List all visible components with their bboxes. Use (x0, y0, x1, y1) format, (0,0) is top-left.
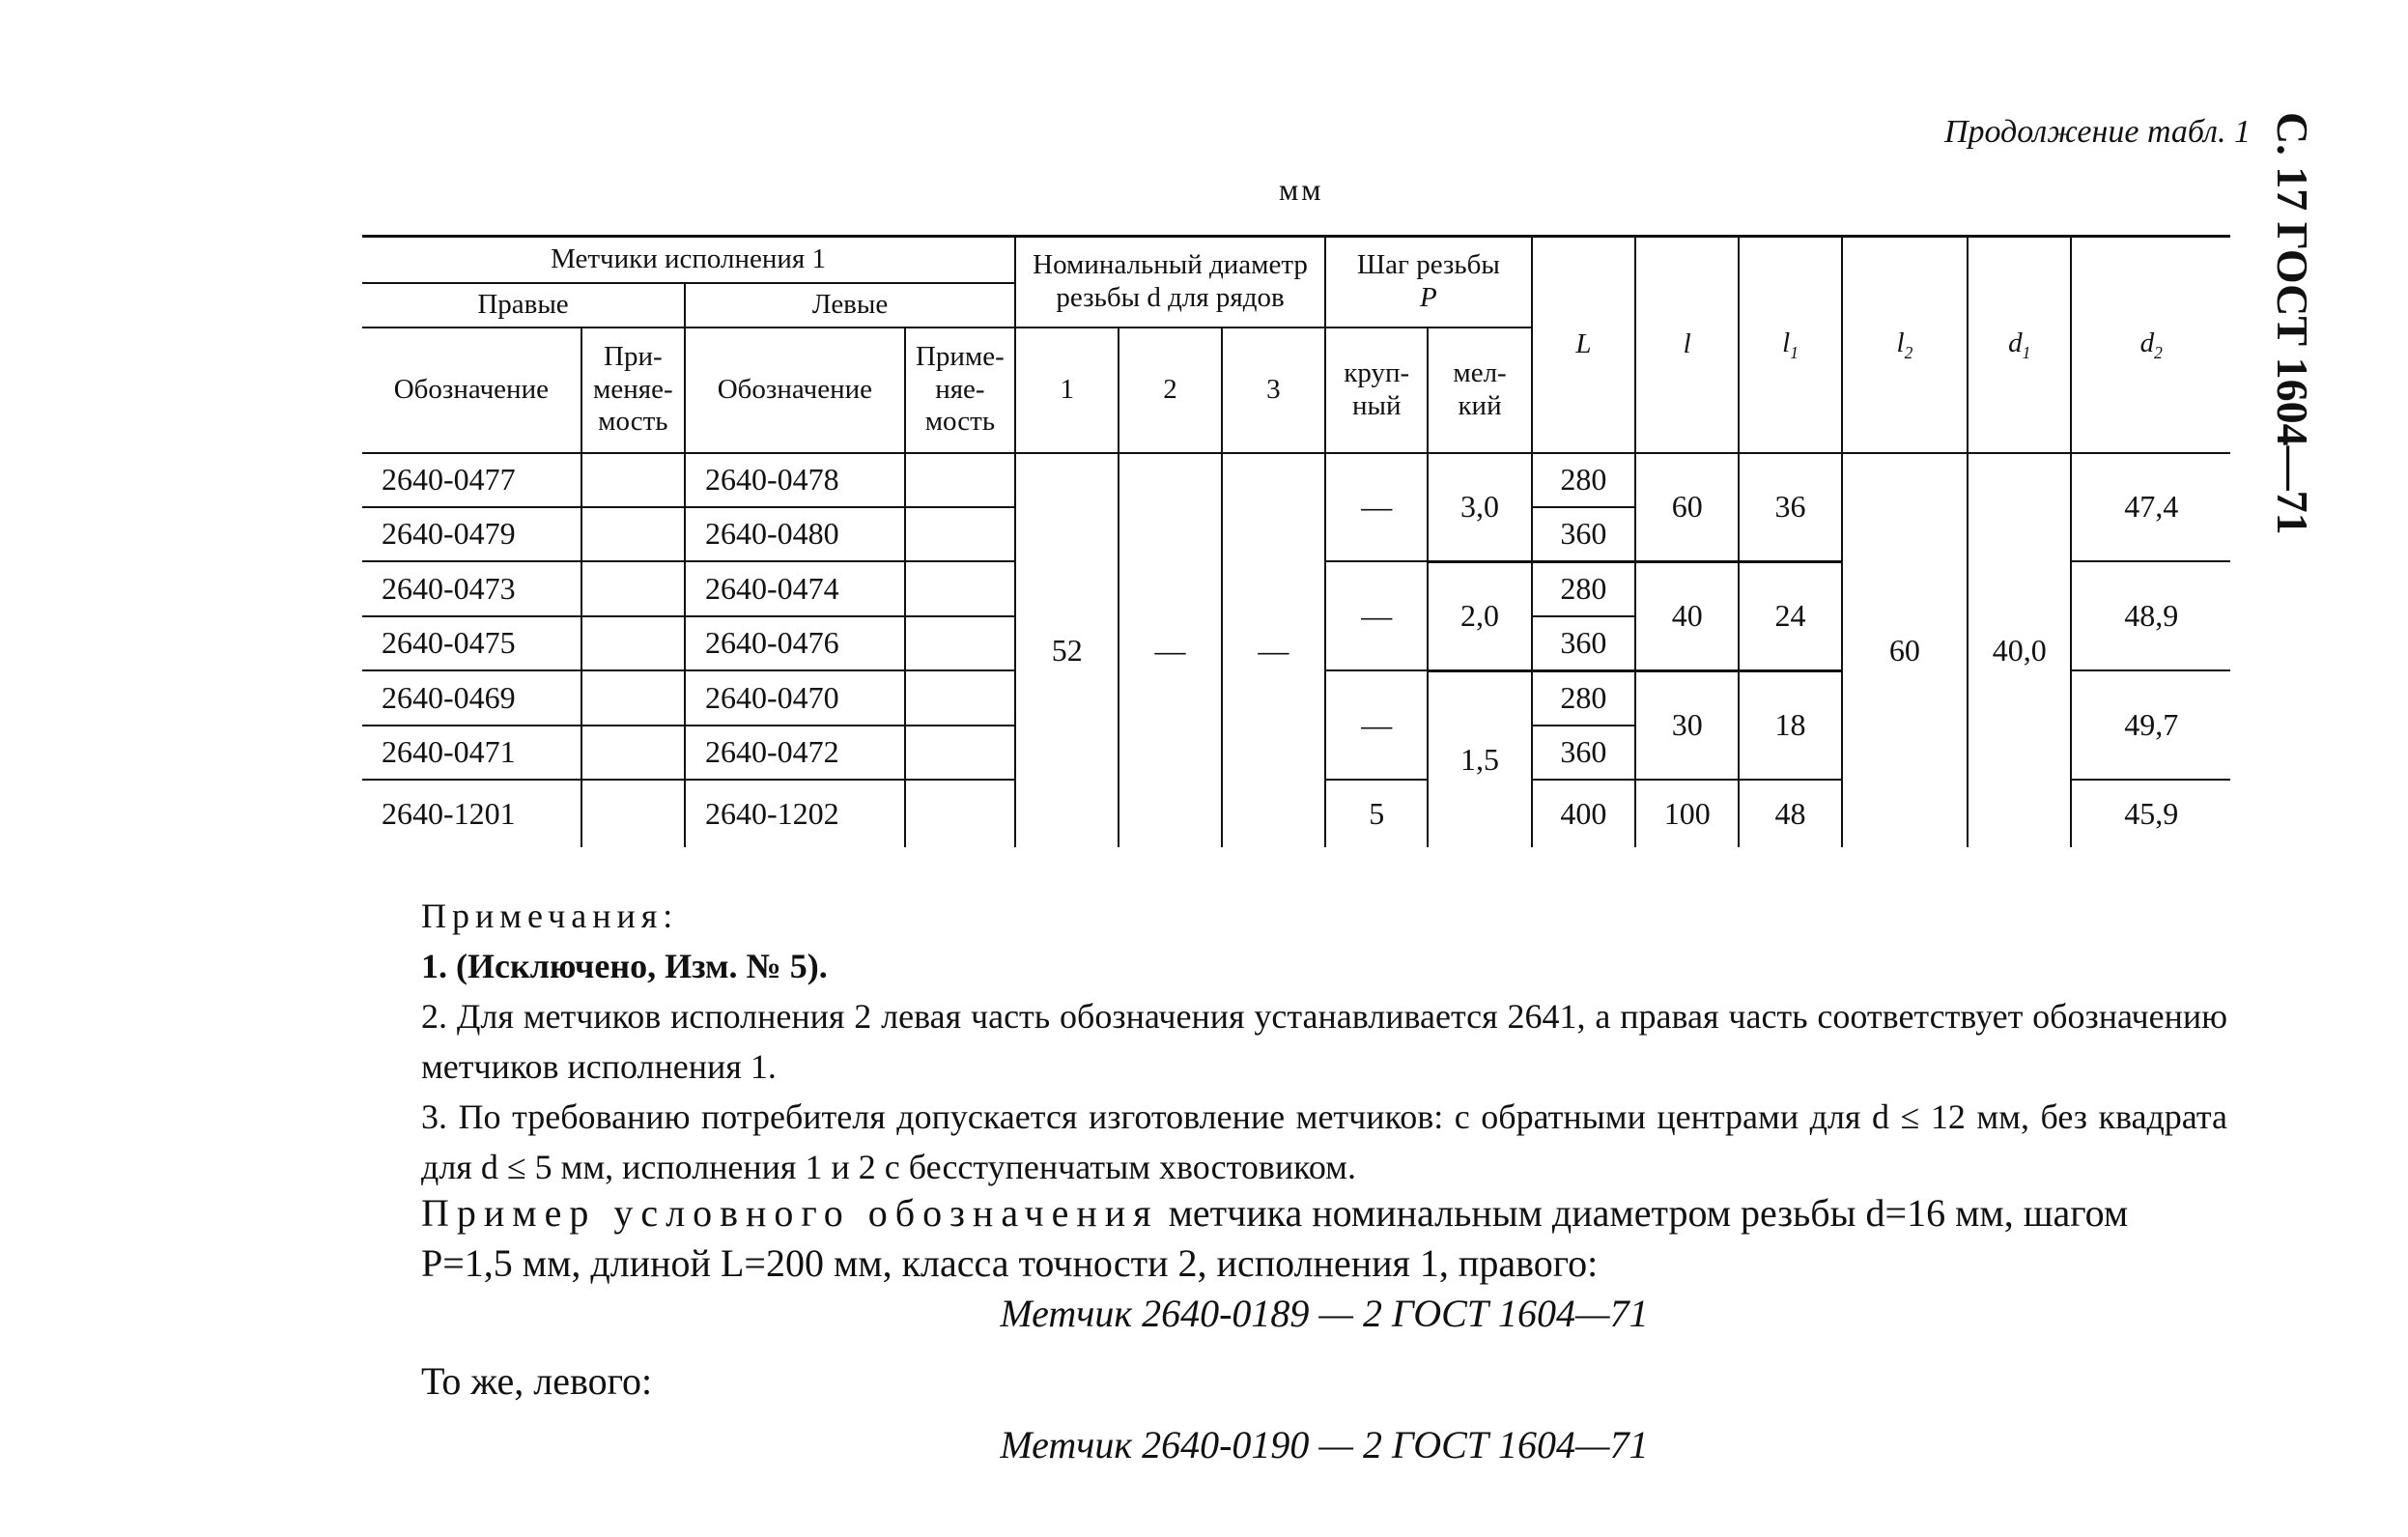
note-2: 2. Для метчиков исполнения 2 левая часть обозначения устанавливается 2641, а правая часть соответствует обозначению метчиков исполнения 1. (421, 997, 2227, 1086)
diameter-row2-value: — (1119, 453, 1221, 847)
code-right: 2640-0473 (362, 561, 581, 616)
applicability-cell (905, 670, 1015, 726)
note-3: 3. По требованию потребителя допускается изготовление метчиков: с обратными центрами для d ≤ 12 мм, без квадрата для d ≤ 5 мм, исполнения 1 и 2 с бесступенчатым хвостовиком. (421, 1097, 2227, 1186)
applicability-cell (905, 561, 1015, 616)
applicability-cell (905, 453, 1015, 507)
row-1-header: 1 (1015, 327, 1119, 453)
l-value: 100 (1635, 780, 1739, 847)
applicability-cell (581, 507, 685, 562)
row-2-header: 2 (1119, 327, 1221, 453)
d1-value: 40,0 (1968, 453, 2071, 847)
code-left: 2640-1202 (685, 780, 905, 847)
L-value: 360 (1532, 507, 1635, 562)
d2-value: 49,7 (2071, 670, 2230, 780)
coarse-value: — (1325, 561, 1428, 670)
applicability-cell (905, 616, 1015, 671)
code-left: 2640-0478 (685, 453, 905, 507)
applicability-cell (905, 507, 1015, 562)
left-taps-header: Левые (685, 283, 1015, 327)
fine-value: 3,0 (1428, 453, 1531, 562)
code-right: 2640-0475 (362, 616, 581, 671)
applicability-cell (581, 561, 685, 616)
side-page-label: С. 17 ГОСТ 1604—71 (2268, 112, 2317, 535)
unit-label: мм (1279, 172, 1324, 207)
l1-value: 36 (1739, 453, 1841, 562)
L-value: 280 (1532, 561, 1635, 616)
l1-value: 24 (1739, 561, 1841, 670)
applicability-cell (581, 453, 685, 507)
example-text (421, 1188, 2227, 1289)
l2-value: 60 (1842, 453, 1968, 847)
designation-left-header: Обозначение (685, 327, 905, 453)
diameter-row3-value: — (1222, 453, 1325, 847)
code-right: 2640-1201 (382, 795, 516, 831)
same-left-label: То же, левого: (421, 1359, 653, 1403)
notes-label: Примечания: (421, 897, 679, 935)
taps-table (362, 235, 2230, 847)
L-value: 400 (1532, 780, 1635, 847)
applicability-cell (905, 726, 1015, 780)
col-l-header: l (1635, 237, 1739, 453)
col-L-header: L (1532, 237, 1635, 453)
right-taps-header: Правые (362, 283, 685, 327)
applicability-cell (905, 780, 1015, 847)
formula-right: Метчик 2640-0189 — 2 ГОСТ 1604—71 (1000, 1292, 1649, 1335)
d2-value: 47,4 (2071, 453, 2230, 562)
l-value: 30 (1635, 670, 1739, 780)
diameter-row1-value: 52 (1015, 453, 1119, 847)
code-right: 2640-0479 (362, 507, 581, 562)
group-title-header: Метчики исполнения 1 (362, 237, 1015, 283)
L-value: 360 (1532, 616, 1635, 671)
coarse-header: круп- ный (1325, 327, 1428, 453)
designation-right-header: Обозначение (362, 327, 581, 453)
note-1: 1. (Исключено, Изм. № 5). (421, 947, 828, 985)
applicability-left-header: Приме- няе- мость (905, 327, 1015, 453)
fine-value: 1,5 (1428, 670, 1531, 847)
d2-value: 45,9 (2071, 780, 2230, 847)
col-l1-header: $l_1$ (1739, 237, 1841, 453)
col-d1-header: $d_1$ (1968, 237, 2071, 453)
code-left: 2640-0476 (685, 616, 905, 671)
L-value: 360 (1532, 726, 1635, 780)
coarse-value: — (1325, 453, 1428, 562)
example-block (421, 1188, 2227, 1470)
code-right: 2640-0477 (362, 453, 581, 507)
fine-header: мел- кий (1428, 327, 1531, 453)
continuation-label: Продолжение табл. 1 (1943, 114, 2251, 150)
formula-left: Метчик 2640-0190 — 2 ГОСТ 1604—71 (1000, 1423, 1649, 1466)
applicability-right-header: При- меняе- мость (581, 327, 685, 453)
example-body: метчика номинальным диаметром резьбы d=16 мм, шагом P=1,5 мм, длиной L=200 мм, класса точности 2, исполнения 1, правого: (421, 1191, 2129, 1285)
col-l2-header: $l_2$ (1842, 237, 1968, 453)
col-d2-header: $d_2$ (2071, 237, 2230, 453)
row-3-header: 3 (1222, 327, 1325, 453)
d2-value: 48,9 (2071, 561, 2230, 670)
l1-value: 18 (1739, 670, 1841, 780)
nominal-diameter-header: Номинальный диаметр резьбы d для рядов (1015, 237, 1325, 327)
code-left: 2640-0474 (685, 561, 905, 616)
code-right: 2640-0471 (362, 726, 581, 780)
l-value: 60 (1635, 453, 1739, 562)
pitch-header: Шаг резьбы P (1325, 237, 1532, 327)
coarse-value: 5 (1325, 780, 1428, 847)
code-left: 2640-0470 (685, 670, 905, 726)
code-left: 2640-0480 (685, 507, 905, 562)
l-value: 40 (1635, 561, 1739, 670)
l1-value: 48 (1739, 780, 1841, 847)
notes-block (421, 891, 2227, 1192)
applicability-cell (581, 726, 685, 780)
code-right: 2640-0469 (362, 670, 581, 726)
L-value: 280 (1532, 670, 1635, 726)
coarse-value: — (1325, 670, 1428, 780)
example-lead: Пример условного обозначения (421, 1191, 1159, 1235)
code-left: 2640-0472 (685, 726, 905, 780)
applicability-cell (581, 780, 685, 847)
applicability-cell (581, 670, 685, 726)
applicability-cell (581, 616, 685, 671)
fine-value: 2,0 (1428, 561, 1531, 670)
L-value: 280 (1532, 453, 1635, 507)
